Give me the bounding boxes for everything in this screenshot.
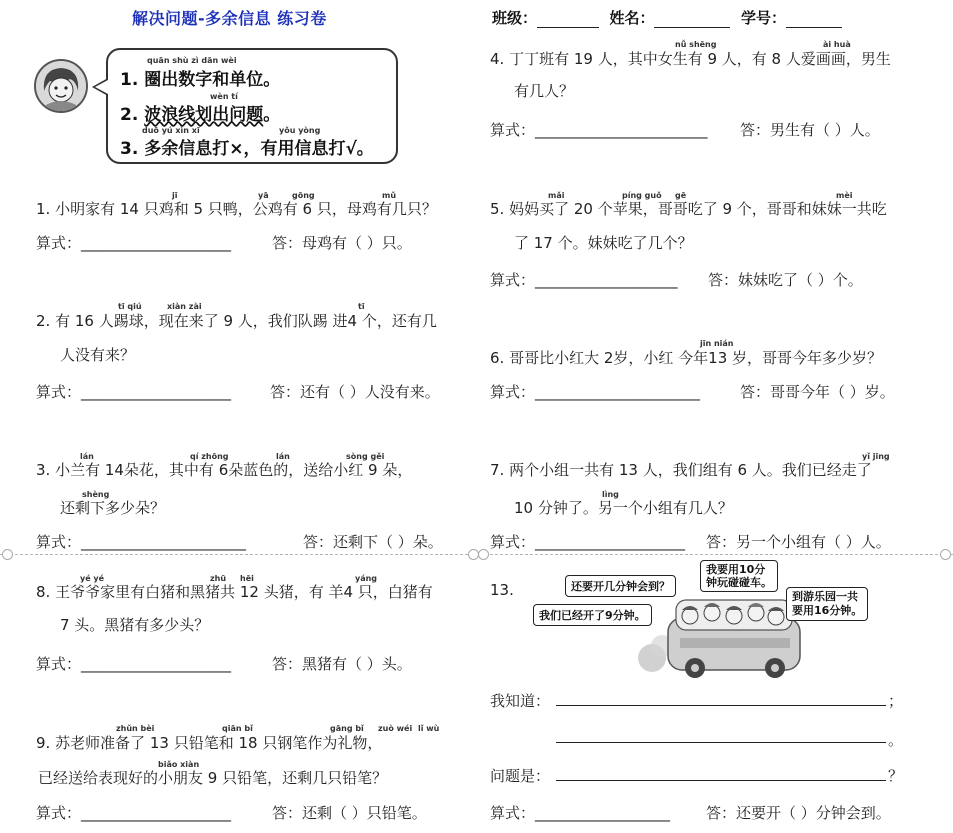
name-label: 姓名：: [609, 9, 655, 27]
pinyin-ya: yā: [258, 191, 269, 200]
pinyin-yijing: yǐ jīng: [862, 452, 890, 461]
teacher-avatar: [34, 59, 88, 113]
pinyin-gangbi: gāng bǐ: [330, 724, 364, 733]
class-label: 班级：: [492, 9, 538, 27]
question-blank[interactable]: [556, 765, 886, 781]
id-blank[interactable]: [786, 12, 842, 28]
problem-4-formula[interactable]: 算式：_______________________: [490, 121, 708, 139]
pinyin-yang: yáng: [355, 574, 378, 583]
divider-mark-left: [2, 549, 13, 560]
problem-5-line2: 了 17 个。妹妹吃了几个？: [514, 234, 693, 252]
problem-2-line1: 2. 有 16 人踢球，现在来了 9 人，我们队踢 进4 个，还有几: [36, 312, 437, 330]
pinyin-ling: lìng: [602, 490, 619, 499]
page-title: 解决问题-多余信息 练习卷: [132, 9, 327, 28]
class-blank[interactable]: [537, 12, 599, 28]
know-blank-2[interactable]: [556, 727, 886, 743]
problem-8-line2: 7 头。黑猪有多少头？: [60, 616, 210, 634]
problem-13-formula[interactable]: 算式：__________________: [490, 804, 671, 822]
problem-6-answer[interactable]: 答：哥哥今年（ ）岁。: [740, 383, 895, 401]
problem-6-text: 6. 哥哥比小红大 2岁，小红 今年13 岁，哥哥今年多少岁？: [490, 349, 883, 367]
problem-13-know-label: 我知道：: [490, 692, 551, 710]
pinyin-jinnian: jīn nián: [700, 339, 734, 348]
tip3-pinyin-a: duō yú xìn xī: [142, 126, 200, 135]
problem-2-line2: 人没有来？: [60, 346, 136, 364]
problem-6-formula[interactable]: 算式：______________________: [490, 383, 701, 401]
problem-9-formula[interactable]: 算式：____________________: [36, 804, 232, 822]
pinyin-liwu: lǐ wù: [418, 724, 440, 733]
pinyin-zhu: zhū: [210, 574, 227, 583]
problem-2-answer[interactable]: 答：还有（ ）人没有来。: [270, 383, 440, 401]
problem-1-text: 1. 小明家有 14 只鸡和 5 只鸭，公鸡有 6 只，母鸡有几只？: [36, 200, 437, 218]
pinyin-qizhong: qí zhōng: [190, 452, 229, 461]
pinyin-sheng: shèng: [82, 490, 110, 499]
problem-7-line1: 7. 两个小组一共有 13 人，我们组有 6 人。我们已经走了: [490, 461, 872, 479]
student-info: [492, 7, 842, 28]
problem-9-answer[interactable]: 答：还剩（ ）只铅笔。: [272, 804, 427, 822]
problem-8-answer[interactable]: 答：黑猪有（ ）头。: [272, 655, 412, 673]
know-end-2: 。: [888, 731, 904, 749]
problem-4-answer[interactable]: 答：男生有（ ）人。: [740, 121, 880, 139]
pinyin-ti: tī: [358, 302, 365, 311]
pinyin-mu: mǔ: [382, 191, 397, 200]
speech-bubble-how-long: 还要开几分钟会到？: [565, 575, 676, 597]
pinyin-yeye: yé yé: [80, 574, 105, 583]
pinyin-aihua: ài huà: [823, 40, 851, 49]
pinyin-lan2: lán: [276, 452, 290, 461]
pinyin-mai: mǎi: [548, 191, 565, 200]
tip3-pinyin-b: yǒu yòng: [279, 126, 321, 135]
pinyin-hei: hēi: [240, 574, 254, 583]
problem-3-formula[interactable]: 算式：______________________: [36, 533, 247, 551]
problem-7-line2: 10 分钟了。另一个小组有几人？: [514, 499, 733, 517]
problem-1-formula[interactable]: 算式：____________________: [36, 234, 232, 252]
problem-7-formula[interactable]: 算式：____________________: [490, 533, 686, 551]
problem-9-line1: 9. 苏老师准备了 13 只铅笔和 18 只钢笔作为礼物，: [36, 734, 383, 752]
pinyin-qianbi: qiān bǐ: [222, 724, 253, 733]
problem-9-line2: 已经送给表现好的小朋友 9 只铅笔，还剩几只铅笔？: [38, 769, 388, 787]
problem-8-line1: 8. 王爷爷家里有白猪和黑猪共 12 头猪，有 羊4 只，白猪有: [36, 583, 433, 601]
know-blank-1[interactable]: [556, 690, 886, 706]
speech-bubble-total-time: 到游乐园一共 要用16分钟。: [786, 587, 868, 621]
problem-13-label: 13.: [490, 581, 514, 599]
tip-circle-numbers: 1. 圈出数字和单位。: [120, 70, 281, 90]
pinyin-lan: lán: [80, 452, 94, 461]
name-blank[interactable]: [654, 12, 730, 28]
problem-5-answer[interactable]: 答：妹妹吃了（ ）个。: [708, 271, 863, 289]
pinyin-songgei: sòng gěi: [346, 452, 385, 461]
id-label: 学号：: [740, 9, 786, 27]
know-end-1: ；: [888, 692, 904, 710]
tip-mark-info: 3. 多余信息打×，有用信息打√。: [120, 139, 374, 159]
pinyin-biaoxian: biǎo xiàn: [158, 760, 200, 769]
problem-2-formula[interactable]: 算式：____________________: [36, 383, 232, 401]
problem-1-answer[interactable]: 答：母鸡有（ ）只。: [272, 234, 412, 252]
pinyin-nvsheng: nǚ shēng: [675, 40, 717, 49]
problem-5-line1: 5. 妈妈买了 20 个苹果，哥哥吃了 9 个，哥哥和妹妹一共吃: [490, 200, 887, 218]
problem-8-formula[interactable]: 算式：____________________: [36, 655, 232, 673]
speech-bubble-driven: 我们已经开了9分钟。: [533, 604, 652, 626]
problem-7-answer[interactable]: 答：另一个小组有（ ）人。: [706, 533, 891, 551]
divider-mark-mid-right: [478, 549, 489, 560]
speech-bubble-bumper-cars: 我要用10分 钟玩碰碰车。: [700, 560, 778, 592]
problem-4-line2: 有几人？: [514, 82, 575, 100]
tip1-pinyin: quān shù zì dān wèi: [147, 56, 237, 65]
divider-mark-right: [940, 549, 951, 560]
problem-3-line2: 还剩下多少朵？: [60, 499, 166, 517]
pinyin-xianzai: xiàn zài: [167, 302, 202, 311]
pinyin-pingguo: píng guǒ: [622, 191, 662, 200]
pinyin-gong: gōng: [292, 191, 315, 200]
pinyin-zuowei: zuò wéi: [378, 724, 413, 733]
problem-13-answer[interactable]: 答：还要开（ ）分钟会到。: [706, 804, 891, 822]
pinyin-mei: mèi: [836, 191, 853, 200]
bubble-tail-fill: [95, 80, 108, 94]
problem-13-question-label: 问题是：: [490, 767, 551, 785]
question-end: ？: [888, 767, 904, 785]
tip2-pinyin: wèn tí: [210, 92, 238, 101]
girl-face-icon: [36, 61, 86, 111]
problem-3-line1: 3. 小兰有 14朵花，其中有 6朵蓝色的，送给小红 9 朵，: [36, 461, 413, 479]
pinyin-zhunbei: zhǔn bèi: [116, 724, 155, 733]
bus-illustration: [530, 560, 875, 680]
tip-underline-question: 2. 波浪线划出问题。: [120, 105, 281, 125]
pinyin-ge: gē: [675, 191, 687, 200]
problem-3-answer[interactable]: 答：还剩下（ ）朵。: [303, 533, 443, 551]
problem-5-formula[interactable]: 算式：___________________: [490, 271, 678, 289]
pinyin-ji: jī: [172, 191, 178, 200]
pinyin-tiqiu: tī qiú: [118, 302, 142, 311]
problem-4-line1: 4. 丁丁班有 19 人，其中女生有 9 人，有 8 人爱画画，男生: [490, 50, 891, 68]
